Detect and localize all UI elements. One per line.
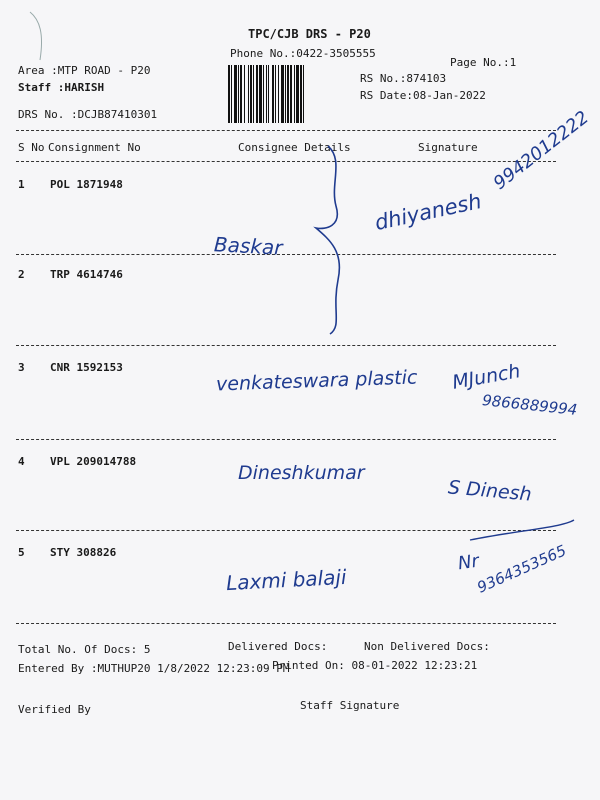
printed-on: Printed On: 08-01-2022 12:23:21 xyxy=(272,659,478,672)
separator xyxy=(16,254,556,255)
separator xyxy=(16,623,556,624)
column-header-consignment: Consignment No xyxy=(48,141,141,154)
handwritten-signature-4: S Dinesh xyxy=(447,476,533,506)
barcode-bar xyxy=(272,65,274,123)
separator xyxy=(16,439,556,440)
staff-label: Staff :HARISH xyxy=(18,81,105,94)
barcode-bar xyxy=(275,65,276,123)
separator xyxy=(16,530,556,531)
barcode-bar xyxy=(278,65,279,123)
separator xyxy=(16,161,556,162)
column-header-sno: S No xyxy=(18,141,45,154)
row-4-sno: 4 xyxy=(18,455,25,468)
handwritten-signature-3: MJunch xyxy=(450,360,522,394)
handwritten-signature-5: Nr xyxy=(456,550,481,575)
row-3-consignment: CNR 1592153 xyxy=(50,361,123,374)
total-docs: Total No. Of Docs: 5 xyxy=(18,643,151,656)
verified-by-label: Verified By xyxy=(18,703,91,716)
entered-by: Entered By :MUTHUP20 1/8/2022 12:23:09 PM xyxy=(18,662,290,675)
barcode-bar xyxy=(231,65,232,123)
column-header-signature: Signature xyxy=(418,141,478,154)
row-5-consignment: STY 308826 xyxy=(50,546,117,559)
drs-number: DRS No. :DCJB87410301 xyxy=(18,108,158,121)
barcode-image xyxy=(228,65,352,123)
handwritten-consignee-1-2: Baskar xyxy=(213,232,284,260)
row-1-sno: 1 xyxy=(18,178,25,191)
handwritten-signature-1-2: dhiyanesh xyxy=(372,189,484,235)
delivered-docs-label: Delivered Docs: xyxy=(228,640,328,653)
barcode-bar xyxy=(268,65,269,123)
rs-date: RS Date:08-Jan-2022 xyxy=(360,89,486,102)
barcode-bar xyxy=(234,65,237,123)
barcode-bar xyxy=(287,65,289,123)
barcode-bar xyxy=(240,65,242,123)
non-delivered-docs-label: Non Delivered Docs: xyxy=(364,640,490,653)
row-2-consignment: TRP 4614746 xyxy=(50,268,123,281)
barcode-bar xyxy=(300,65,302,123)
barcode-bar xyxy=(228,65,230,123)
separator xyxy=(16,130,556,131)
barcode-bar xyxy=(281,65,284,123)
separator xyxy=(16,345,556,346)
barcode-bar xyxy=(285,65,286,123)
page-number: Page No.:1 xyxy=(450,56,517,69)
handwritten-phone-1-2: 9942012222 xyxy=(489,106,593,195)
barcode-bar xyxy=(238,65,239,123)
barcode-bar xyxy=(250,65,252,123)
barcode-bar xyxy=(294,65,295,123)
barcode-bar xyxy=(244,65,245,123)
sheet-title: TPC/CJB DRS - P20 xyxy=(248,27,371,41)
rs-number: RS No.:874103 xyxy=(360,72,447,85)
row-5-sno: 5 xyxy=(18,546,25,559)
area-label: Area :MTP ROAD - P20 xyxy=(18,64,151,77)
handwritten-consignee-3: venkateswara plastic xyxy=(215,366,418,396)
handwritten-consignee-5: Laxmi balaji xyxy=(225,564,348,596)
barcode-bar xyxy=(259,65,262,123)
row-4-consignment: VPL 209014788 xyxy=(50,455,137,468)
barcode-bar xyxy=(303,65,304,123)
staff-signature-label: Staff Signature xyxy=(300,699,400,712)
barcode-bar xyxy=(248,65,249,123)
row-1-consignment: POL 1871948 xyxy=(50,178,123,191)
barcode-bar xyxy=(256,65,258,123)
barcode-bar xyxy=(296,65,299,123)
barcode-bar xyxy=(290,65,292,123)
handwritten-consignee-4: Dineshkumar xyxy=(238,462,365,484)
barcode-bar xyxy=(253,65,254,123)
barcode-bar xyxy=(266,65,267,123)
barcode-bar xyxy=(263,65,264,123)
row-2-sno: 2 xyxy=(18,268,25,281)
handwritten-phone-5: 9364353565 xyxy=(474,541,569,597)
column-header-consignee: Consignee Details xyxy=(238,141,351,154)
phone-number: Phone No.:0422-3505555 xyxy=(230,47,376,60)
handwritten-phone-3: 9866889994 xyxy=(481,391,579,419)
row-3-sno: 3 xyxy=(18,361,25,374)
